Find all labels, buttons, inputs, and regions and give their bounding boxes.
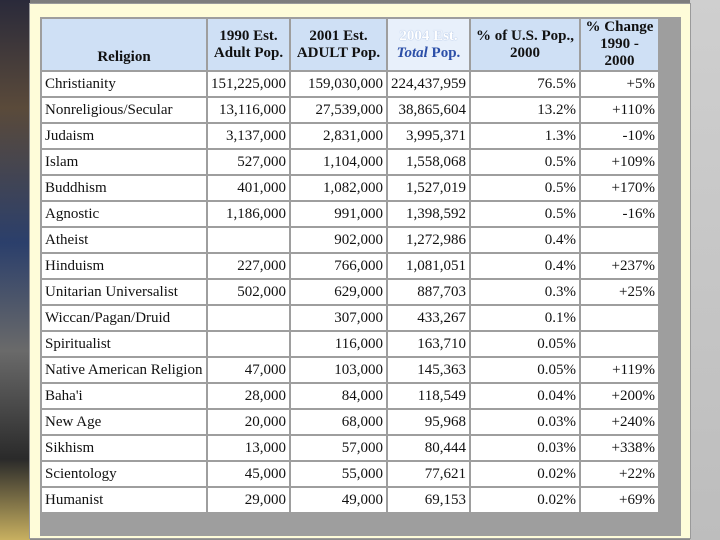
table-row (42, 176, 658, 200)
table-row (42, 124, 658, 148)
header-2004-pop-word: Pop. (431, 44, 461, 61)
cell-pop-2001: 902,000 (291, 228, 386, 252)
cell-pop-1990: 13,116,000 (208, 98, 289, 122)
table-row (42, 462, 658, 486)
header-1990-line2: Adult Pop. (213, 44, 284, 61)
cell-pop-2001: 57,000 (291, 436, 386, 460)
cell-pct-change: +200% (581, 384, 658, 408)
header-pct-line1: % of U.S. Pop., (476, 27, 574, 44)
cell-pop-2001: 1,104,000 (291, 150, 386, 174)
cell-pop-1990: 47,000 (208, 358, 289, 382)
cell-pop-1990 (208, 228, 289, 252)
cell-pct-us-pop: 0.3% (471, 280, 579, 304)
cell-pct-change: +25% (581, 280, 658, 304)
cell-religion: Atheist (42, 228, 206, 252)
cell-religion: Wiccan/Pagan/Druid (42, 306, 206, 330)
table-body (42, 72, 658, 512)
cell-pop-1990: 3,137,000 (208, 124, 289, 148)
header-2004-total-word: Total (396, 44, 428, 61)
cell-pop-2001: 629,000 (291, 280, 386, 304)
header-2001-line2: ADULT Pop. (296, 44, 381, 61)
cell-pop-2001: 766,000 (291, 254, 386, 278)
cell-pop-2004: 1,558,068 (388, 150, 469, 174)
table-row (42, 228, 658, 252)
cell-pct-change: +109% (581, 150, 658, 174)
cell-pop-2001: 991,000 (291, 202, 386, 226)
cell-pct-change: +338% (581, 436, 658, 460)
cell-pop-1990: 227,000 (208, 254, 289, 278)
table-frame (40, 17, 681, 536)
cell-pct-change: +110% (581, 98, 658, 122)
header-2004-line1: 2004 Est. (399, 27, 458, 44)
cell-pop-2001: 103,000 (291, 358, 386, 382)
cell-pct-change: +5% (581, 72, 658, 96)
cell-pct-change: +69% (581, 488, 658, 512)
cell-religion: Nonreligious/Secular (42, 98, 206, 122)
cell-pop-1990: 13,000 (208, 436, 289, 460)
header-pct-us-pop (471, 19, 579, 70)
cell-pct-us-pop: 0.04% (471, 384, 579, 408)
cell-pct-change (581, 306, 658, 330)
cell-pop-2001: 84,000 (291, 384, 386, 408)
decorative-side-image (0, 0, 30, 540)
cell-pop-1990 (208, 332, 289, 356)
slide (30, 4, 690, 538)
cell-pct-us-pop: 0.02% (471, 488, 579, 512)
header-pct-change (581, 19, 658, 70)
header-2004-total-pop[interactable] (388, 19, 469, 70)
cell-pop-2004: 1,081,051 (388, 254, 469, 278)
cell-pop-2001: 1,082,000 (291, 176, 386, 200)
cell-religion: Native American Religion (42, 358, 206, 382)
header-change-line1: % Change (585, 19, 654, 35)
cell-religion: Scientology (42, 462, 206, 486)
cell-pop-1990: 502,000 (208, 280, 289, 304)
cell-pct-us-pop: 0.5% (471, 202, 579, 226)
cell-pop-2001: 307,000 (291, 306, 386, 330)
table-row (42, 306, 658, 330)
cell-pop-1990: 45,000 (208, 462, 289, 486)
cell-religion: Hinduism (42, 254, 206, 278)
cell-pop-2004: 163,710 (388, 332, 469, 356)
header-1990-adult-pop (208, 19, 289, 70)
table-row (42, 202, 658, 226)
cell-pop-1990: 28,000 (208, 384, 289, 408)
cell-pop-2004: 80,444 (388, 436, 469, 460)
cell-pct-change: +119% (581, 358, 658, 382)
table-row (42, 410, 658, 434)
cell-religion: Judaism (42, 124, 206, 148)
table-row (42, 488, 658, 512)
cell-pop-2001: 27,539,000 (291, 98, 386, 122)
cell-pct-us-pop: 13.2% (471, 98, 579, 122)
cell-religion: Sikhism (42, 436, 206, 460)
cell-pct-us-pop: 0.02% (471, 462, 579, 486)
cell-pop-1990: 20,000 (208, 410, 289, 434)
header-2004-line2 (397, 45, 461, 61)
cell-pop-2004: 224,437,959 (388, 72, 469, 96)
cell-pop-2001: 2,831,000 (291, 124, 386, 148)
header-pct-line2: 2000 (510, 44, 540, 61)
table-row (42, 254, 658, 278)
decorative-right-margin (690, 0, 720, 540)
cell-pop-2004: 145,363 (388, 358, 469, 382)
cell-pop-2004: 118,549 (388, 384, 469, 408)
cell-religion: Humanist (42, 488, 206, 512)
cell-pop-2004: 3,995,371 (388, 124, 469, 148)
table-row (42, 150, 658, 174)
table-row (42, 384, 658, 408)
cell-pct-us-pop: 0.1% (471, 306, 579, 330)
cell-religion: Agnostic (42, 202, 206, 226)
cell-pop-2004: 95,968 (388, 410, 469, 434)
cell-pop-2004: 69,153 (388, 488, 469, 512)
cell-pop-2001: 68,000 (291, 410, 386, 434)
religion-population-table (40, 17, 660, 514)
table-row (42, 332, 658, 356)
cell-pct-change: +237% (581, 254, 658, 278)
cell-pct-us-pop: 1.3% (471, 124, 579, 148)
cell-pct-change: -16% (581, 202, 658, 226)
table-row (42, 358, 658, 382)
cell-pop-1990: 1,186,000 (208, 202, 289, 226)
cell-pct-us-pop: 0.05% (471, 332, 579, 356)
cell-pop-1990 (208, 306, 289, 330)
cell-pop-2001: 55,000 (291, 462, 386, 486)
cell-pct-change: +22% (581, 462, 658, 486)
cell-religion: New Age (42, 410, 206, 434)
cell-pop-2001: 49,000 (291, 488, 386, 512)
cell-pct-change: -10% (581, 124, 658, 148)
cell-religion: Buddhism (42, 176, 206, 200)
cell-pop-2004: 38,865,604 (388, 98, 469, 122)
table-row (42, 98, 658, 122)
table-row (42, 436, 658, 460)
cell-pct-change: +170% (581, 176, 658, 200)
table-row (42, 72, 658, 96)
cell-pct-us-pop: 0.5% (471, 176, 579, 200)
cell-pop-1990: 401,000 (208, 176, 289, 200)
cell-religion: Spiritualist (42, 332, 206, 356)
header-2001-adult-pop (291, 19, 386, 70)
cell-religion: Unitarian Universalist (42, 280, 206, 304)
cell-pop-2004: 1,272,986 (388, 228, 469, 252)
cell-pop-2004: 1,527,019 (388, 176, 469, 200)
cell-pop-1990: 29,000 (208, 488, 289, 512)
cell-pct-us-pop: 76.5% (471, 72, 579, 96)
header-religion: Religion (42, 19, 206, 70)
cell-pct-us-pop: 0.03% (471, 436, 579, 460)
cell-pct-us-pop: 0.5% (471, 150, 579, 174)
cell-pct-us-pop: 0.4% (471, 254, 579, 278)
header-row (42, 19, 658, 70)
cell-pct-change (581, 332, 658, 356)
cell-pop-1990: 527,000 (208, 150, 289, 174)
header-change-line2: 1990 - 2000 (600, 36, 639, 69)
table-row (42, 280, 658, 304)
cell-pop-1990: 151,225,000 (208, 72, 289, 96)
cell-pop-2004: 887,703 (388, 280, 469, 304)
cell-pct-us-pop: 0.03% (471, 410, 579, 434)
cell-pop-2004: 77,621 (388, 462, 469, 486)
header-1990-line1: 1990 Est. (219, 27, 278, 44)
cell-pop-2004: 1,398,592 (388, 202, 469, 226)
cell-religion: Christianity (42, 72, 206, 96)
cell-pct-change: +240% (581, 410, 658, 434)
header-2001-line1: 2001 Est. (309, 27, 368, 44)
cell-religion: Baha'i (42, 384, 206, 408)
cell-pop-2001: 159,030,000 (291, 72, 386, 96)
cell-pct-us-pop: 0.4% (471, 228, 579, 252)
cell-pop-2004: 433,267 (388, 306, 469, 330)
cell-pct-us-pop: 0.05% (471, 358, 579, 382)
cell-pct-change (581, 228, 658, 252)
cell-religion: Islam (42, 150, 206, 174)
cell-pop-2001: 116,000 (291, 332, 386, 356)
